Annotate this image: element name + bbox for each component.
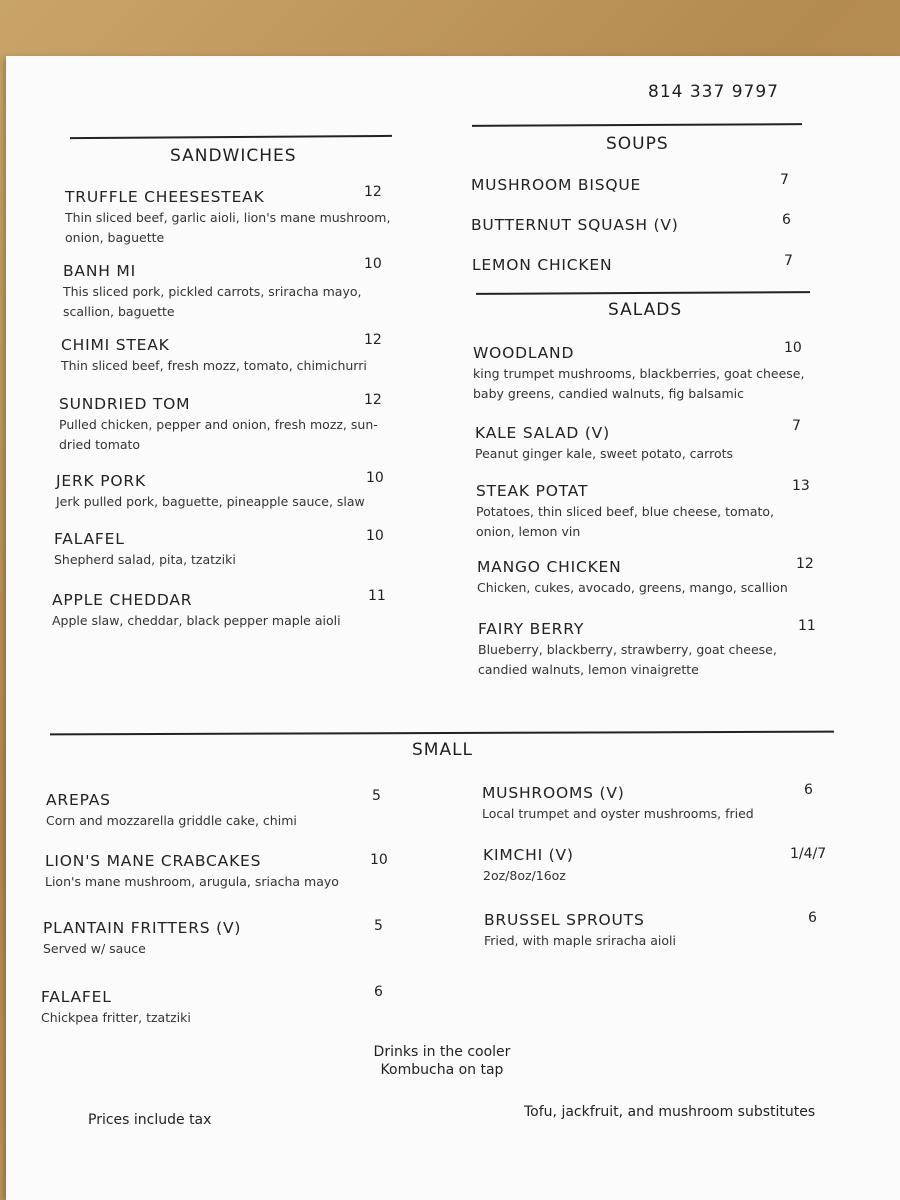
menu-item <box>59 395 389 455</box>
prices-note: Prices include tax <box>88 1112 212 1128</box>
menu-item <box>471 176 641 194</box>
item-name: FALAFEL <box>54 530 125 548</box>
menu-item <box>41 988 361 1028</box>
menu-item <box>52 591 392 631</box>
item-name: FALAFEL <box>41 988 112 1006</box>
item-price: 10 <box>364 256 382 272</box>
drinks-note-line2: Kombucha on tap <box>380 1062 504 1078</box>
item-price: 12 <box>796 556 814 572</box>
item-description: Potatoes, thin sliced beef, blue cheese, tomato, onion, lemon vin <box>476 504 775 539</box>
item-description: Local trumpet and oyster mushrooms, fried <box>482 806 754 821</box>
item-description: Corn and mozzarella griddle cake, chimi <box>46 813 297 828</box>
item-name: BUTTERNUT SQUASH (V) <box>471 216 679 234</box>
item-name: SUNDRIED TOM <box>59 395 191 413</box>
item-price: 1/4/7 <box>790 846 827 862</box>
menu-item <box>61 336 391 376</box>
item-price: 5 <box>374 918 383 934</box>
menu-item <box>473 344 818 404</box>
item-description: This sliced pork, pickled carrots, sriracha mayo, scallion, baguette <box>63 284 362 319</box>
salads-title: SALADS <box>608 300 683 320</box>
drinks-note-line1: Drinks in the cooler <box>373 1044 511 1060</box>
phone-number: 814 337 9797 <box>648 82 779 102</box>
item-name: LION'S MANE CRABCAKES <box>45 852 262 870</box>
item-price: 7 <box>792 418 801 434</box>
item-price: 7 <box>780 172 789 188</box>
item-price: 10 <box>366 528 384 544</box>
item-price: 10 <box>784 340 802 356</box>
soups-rule <box>472 123 802 127</box>
salads-rule <box>476 291 810 295</box>
menu-item <box>471 216 679 234</box>
item-name: AREPAS <box>46 791 111 809</box>
item-description: Chickpea fritter, tzatziki <box>41 1010 191 1025</box>
item-description: Lion's mane mushroom, arugula, sriacha mayo <box>45 874 339 889</box>
item-price: 10 <box>366 470 384 486</box>
item-price: 7 <box>784 253 793 269</box>
item-price: 13 <box>792 478 810 494</box>
menu-paper <box>6 56 900 1200</box>
menu-item <box>43 919 363 959</box>
item-price: 6 <box>782 212 791 228</box>
item-price: 11 <box>798 618 816 634</box>
item-name: TRUFFLE CHEESESTEAK <box>65 188 265 206</box>
menu-item <box>45 852 375 892</box>
item-price: 12 <box>364 392 382 408</box>
menu-item <box>56 472 396 512</box>
item-description: Pulled chicken, pepper and onion, fresh mozz, sun-dried tomato <box>59 417 378 452</box>
menu-item <box>476 482 796 542</box>
item-price: 11 <box>368 588 386 604</box>
item-description: Peanut ginger kale, sweet potato, carrots <box>475 446 734 461</box>
item-name: STEAK POTAT <box>476 482 589 500</box>
menu-item <box>472 256 612 274</box>
item-price: 12 <box>364 332 382 348</box>
menu-item <box>65 188 395 248</box>
item-name: FAIRY BERRY <box>478 620 585 638</box>
menu-item <box>482 784 812 824</box>
item-name: APPLE CHEDDAR <box>52 591 193 609</box>
item-name: BRUSSEL SPROUTS <box>484 911 645 929</box>
menu-item <box>54 530 384 570</box>
item-description: Shepherd salad, pita, tzatziki <box>54 552 236 567</box>
item-name: PLANTAIN FRITTERS (V) <box>43 919 242 937</box>
item-name: KIMCHI (V) <box>483 846 574 864</box>
menu-item <box>484 911 804 951</box>
item-description: Thin sliced beef, fresh mozz, tomato, chimichurri <box>61 358 367 373</box>
soups-title: SOUPS <box>606 134 669 154</box>
item-price: 12 <box>364 184 382 200</box>
item-price: 5 <box>372 788 381 804</box>
item-name: MUSHROOMS (V) <box>482 784 625 802</box>
menu-item <box>46 791 366 831</box>
drinks-note <box>372 1044 512 1078</box>
sandwiches-title: SANDWICHES <box>170 146 297 166</box>
item-price: 10 <box>370 852 388 868</box>
small-title: SMALL <box>412 740 474 760</box>
item-name: CHIMI STEAK <box>61 336 170 354</box>
substitutes-note: Tofu, jackfruit, and mushroom substitutes <box>524 1104 816 1120</box>
item-description: 2oz/8oz/16oz <box>483 868 566 883</box>
item-description: Apple slaw, cheddar, black pepper maple aioli <box>52 613 341 628</box>
item-name: WOODLAND <box>473 344 575 362</box>
item-description: Jerk pulled pork, baguette, pineapple sauce, slaw <box>56 494 365 509</box>
item-description: Served w/ sauce <box>43 941 146 956</box>
small-rule <box>50 731 834 736</box>
item-name: LEMON CHICKEN <box>472 256 613 274</box>
item-description: Fried, with maple sriracha aioli <box>484 933 676 948</box>
item-description: Chicken, cukes, avocado, greens, mango, scallion <box>477 580 788 595</box>
item-description: Blueberry, blackberry, strawberry, goat cheese, candied walnuts, lemon vinaigrette <box>478 642 777 677</box>
item-name: BANH MI <box>63 262 136 280</box>
menu-item <box>63 262 383 322</box>
item-name: KALE SALAD (V) <box>475 424 610 442</box>
sandwiches-rule <box>70 135 392 139</box>
item-price: 6 <box>804 782 813 798</box>
item-description: Thin sliced beef, garlic aioli, lion's mane mushroom, onion, baguette <box>65 210 391 245</box>
item-description: king trumpet mushrooms, blackberries, goat cheese, baby greens, candied walnuts, fig balsamic <box>473 366 805 401</box>
item-name: JERK PORK <box>56 472 146 490</box>
item-name: MANGO CHICKEN <box>477 558 622 576</box>
menu-item <box>475 424 805 464</box>
menu-item <box>477 558 822 598</box>
menu-item <box>478 620 808 680</box>
item-price: 6 <box>808 910 817 926</box>
item-name: MUSHROOM BISQUE <box>471 176 642 194</box>
item-price: 6 <box>374 984 383 1000</box>
menu-item <box>483 846 783 886</box>
